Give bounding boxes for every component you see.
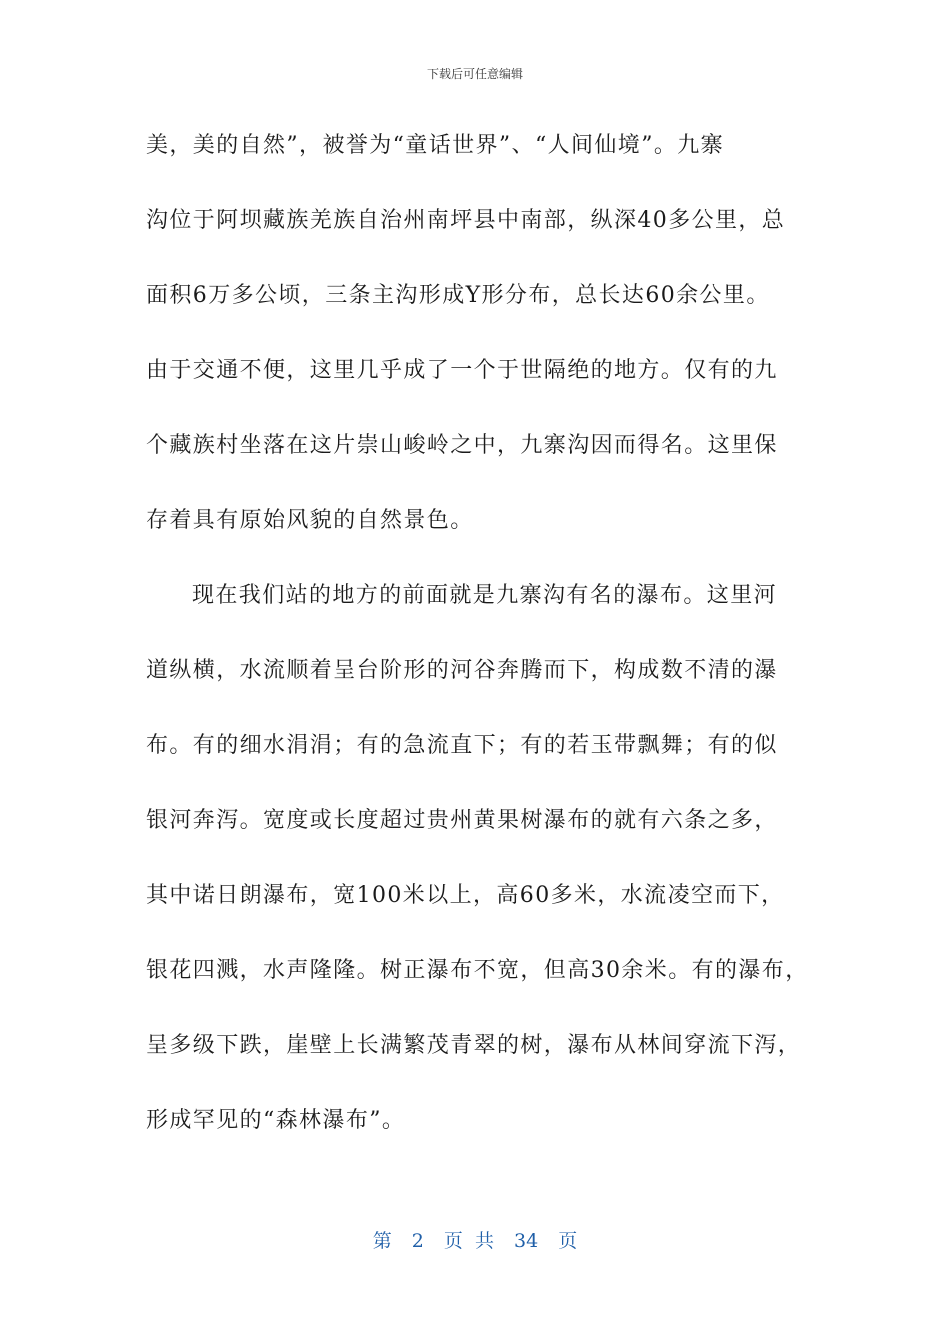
text-line: 布。有的细水涓涓；有的急流直下；有的若玉带飘舞；有的似 xyxy=(146,733,778,758)
text-line: 由于交通不便，这里几乎成了一个于世隔绝的地方。仅有的九 xyxy=(146,358,778,383)
text-line: 银河奔泻。宽度或长度超过贵州黄果树瀑布的就有六条之多， xyxy=(146,808,778,833)
text-line: 银花四溅，水声隆隆。树正瀑布不宽，但高30余米。有的瀑布， xyxy=(146,958,809,983)
text-line: 其中诺日朗瀑布，宽100米以上，高60多米，水流凌空而下， xyxy=(146,883,785,908)
page-header: 下载后可任意编辑 xyxy=(426,67,523,81)
text-line: 美，美的自然”，被誉为“童话世界”、“人间仙境”。九寨 xyxy=(146,133,725,158)
text-line: 沟位于阿坝藏族羌族自治州南坪县中南部，纵深40多公里，总 xyxy=(146,208,786,233)
paragraph-first-line: 现在我们站的地方的前面就是九寨沟有名的瀑布。这里河 xyxy=(192,583,778,608)
page-number-footer xyxy=(0,1226,950,1253)
text-line: 道纵横，水流顺着呈台阶形的河谷奔腾而下，构成数不清的瀑 xyxy=(146,658,778,683)
document-body xyxy=(146,128,809,1178)
footer-prefix: 第 xyxy=(372,1230,392,1252)
footer-middle: 页 共 xyxy=(443,1230,494,1252)
text-line: 存着具有原始风貌的自然景色。 xyxy=(146,508,474,533)
current-page-number: 2 xyxy=(411,1230,424,1252)
text-line: 呈多级下跌，崖壁上长满繁茂青翠的树，瀑布从林间穿流下泻， xyxy=(146,1033,802,1058)
total-page-count: 34 xyxy=(514,1230,539,1252)
text-line: 形成罕见的“森林瀑布”。 xyxy=(146,1108,406,1133)
text-line: 面积6万多公顷，三条主沟形成Y形分布，总长达60余公里。 xyxy=(146,283,770,308)
footer-suffix: 页 xyxy=(558,1230,578,1252)
text-line: 个藏族村坐落在这片崇山峻岭之中，九寨沟因而得名。这里保 xyxy=(146,433,778,458)
